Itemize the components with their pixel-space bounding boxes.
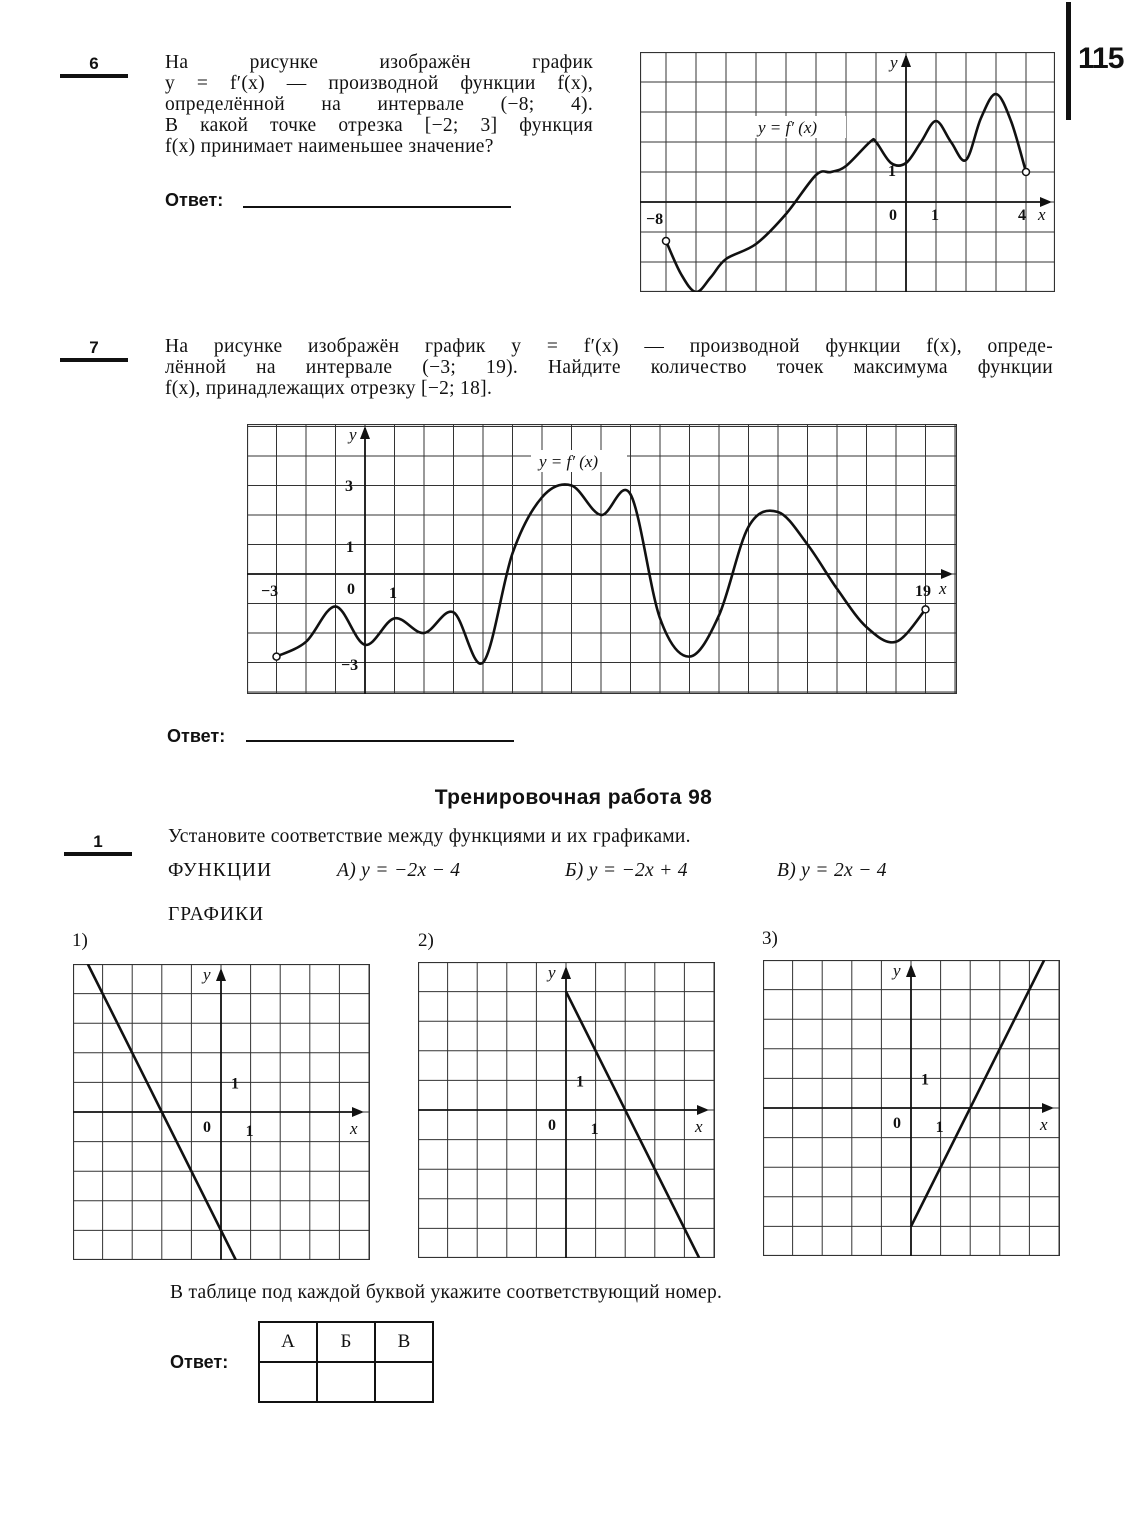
section-title: Тренировочная работа 98 [434,786,713,809]
task1-graph-3-axis-x-arrow [1042,1103,1054,1113]
task6-line: На рисунке изображён график [165,52,593,73]
task7-tick-minus3: −3 [261,583,279,600]
task6-graph [640,52,1055,292]
graph2-tick-y1: 1 [576,1073,584,1091]
task6-text [165,52,593,157]
task6-curve-label: y = f′ (x) [758,118,818,137]
answer-table-header-b: Б [317,1322,375,1362]
task1-graph-3 [763,960,1060,1256]
task1-instruction: Установите соответствие между функциями и их графиками. [168,826,691,847]
task7-open-endpoint-left [273,653,280,660]
graph2-line [566,992,699,1258]
task6-line: f(x) принимает наименьшее значение? [165,136,494,157]
task7-text [165,336,1053,399]
task7-axis-y-label: y [349,425,357,444]
answer-cell-v[interactable] [375,1362,433,1402]
task7-line: f(x), принадлежащих отрезку [−2; 18]. [165,378,493,399]
task1-function-v: В) y = 2x − 4 [777,860,887,881]
task7-line: На рисунке изображён график y = f′(x) — производной функции f(x), опреде- [165,336,1053,357]
task1-number: 1 [93,832,103,851]
graph2-tick-0: 0 [548,1117,556,1134]
graph2-axis-y-label: y [548,963,556,982]
page-edge-bar [1066,2,1071,120]
task1-graph-1-axis-y-arrow [216,968,226,981]
page-number: 115 [1078,42,1124,75]
task7-answer-label: Ответ: [167,726,226,746]
graph3-line [911,960,1044,1226]
graph1-axis-y-label: y [203,965,211,984]
task6-answer-line[interactable] [243,206,511,208]
task1-function-a: А) y = −2x − 4 [337,860,461,881]
task7-curve-label: y = f′ (x) [539,452,599,471]
graph3-tick-0: 0 [893,1115,901,1132]
task1-number-underline [64,852,132,856]
task1-graph3-label: 3) [762,928,778,949]
task6-tick-4: 4 [1018,207,1026,224]
task6-tick-x1: 1 [931,207,939,224]
task7-tick-19: 19 [915,583,931,600]
task6-tick-0: 0 [889,207,897,224]
task6-line: В какой точке отрезка [−2; 3] функция [165,115,593,136]
graph1-axes [73,968,364,1260]
task1-graph2-label: 2) [418,930,434,951]
graph3-axis-x-label: x [1040,1115,1048,1134]
task1-function-b: Б) y = −2x + 4 [565,860,688,881]
graph3-tick-y1: 1 [921,1071,929,1089]
answer-table-header-v: В [375,1322,433,1362]
task6-open-endpoint-left [663,238,670,245]
task7-tick-y-minus3: −3 [341,657,359,674]
graph2-axis-x-label: x [695,1117,703,1136]
task7-open-endpoint-right [922,606,929,613]
task6-line: определённой на интервале (−8; 4). [165,94,593,115]
graph1-tick-y1: 1 [231,1075,239,1093]
task6-number: 6 [89,54,99,73]
task6-answer-label: Ответ: [165,190,224,210]
task6-axis-y-label: y [890,53,898,72]
task6-open-endpoint-right [1023,169,1030,176]
task1-answer-table [258,1321,434,1403]
task1-graph-2-axis-x-arrow [697,1105,709,1115]
task7-graph [247,424,957,694]
graph1-axis-x-label: x [350,1119,358,1138]
answer-table-input-row [259,1362,433,1402]
answer-cell-a[interactable] [259,1362,317,1402]
task7-answer-line[interactable] [246,740,514,742]
task6-grid [640,52,1055,292]
graph2-tick-x1: 1 [590,1121,599,1138]
task7-line: лённой на интервале (−3; 19). Найдите количество точек максимума функции [165,357,1053,378]
task7-number-underline [60,358,128,362]
task6-axis-x-label: x [1038,205,1046,224]
task1-graph-2-axis-y-arrow [561,966,571,979]
answer-cell-b[interactable] [317,1362,375,1402]
task1-table-instruction: В таблице под каждой буквой укажите соответствующий номер. [170,1282,723,1303]
task1-graph-1 [73,964,370,1260]
task1-graph-1-axis-x-arrow [352,1107,364,1117]
task7-tick-y1: 1 [346,539,354,556]
graph1-tick-0: 0 [203,1119,211,1136]
task1-answer-label: Ответ: [170,1352,229,1372]
graph1-tick-x1: 1 [245,1123,254,1140]
task7-number: 7 [89,338,99,357]
task1-graph-3-axis-y-arrow [906,964,916,977]
task1-graph1-label: 1) [72,930,88,951]
task1-graph-2 [418,962,715,1258]
graph3-axis-y-label: y [893,961,901,980]
answer-table-header-a: А [259,1322,317,1362]
task1-functions-label: ФУНКЦИИ [168,860,273,881]
task6-line: y = f′(x) — производной функции f(x), [165,73,593,94]
task6-tick-y1: 1 [888,163,896,180]
task6-tick-minus8: −8 [646,211,664,228]
task7-tick-y3: 3 [345,478,353,495]
task1-graphs-label: ГРАФИКИ [168,904,265,925]
task7-tick-0: 0 [347,581,355,598]
graph2-axes [418,966,709,1258]
task7-axis-x-label: x [939,579,947,598]
answer-table-header-row [259,1322,433,1362]
task6-number-underline [60,74,128,78]
graph3-axes [763,964,1054,1256]
task7-tick-x1: 1 [389,585,397,602]
graph3-tick-x1: 1 [935,1119,944,1136]
